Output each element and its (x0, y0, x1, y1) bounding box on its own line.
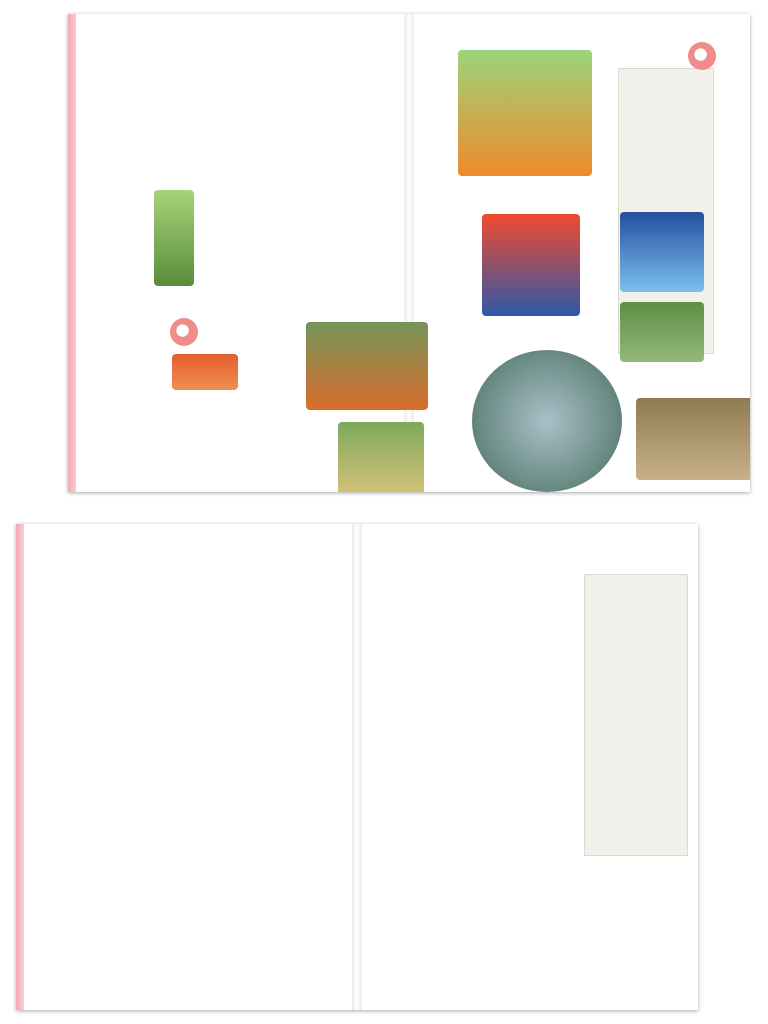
frog-illustration-3 (306, 322, 428, 410)
frog-illustration-1 (458, 50, 592, 176)
top-gutter (404, 14, 414, 492)
mascot-icon (688, 42, 716, 70)
mascot-icon (170, 318, 198, 346)
top-left-edge (68, 14, 76, 492)
bottom-left-edge (16, 524, 24, 1010)
frog-illustration-2 (482, 214, 580, 316)
circular-photo (472, 350, 622, 492)
frog-illustration-4 (338, 422, 424, 492)
photo-frame-1 (620, 212, 704, 292)
bottom-right-panel (584, 574, 688, 856)
leaf-illustration (154, 190, 194, 286)
bottom-gutter (352, 524, 362, 1010)
bottom-page-spread (16, 524, 698, 1010)
frog-illustration-5 (636, 398, 750, 480)
top-page-spread (68, 14, 750, 492)
photo-frame-2 (620, 302, 704, 362)
inset-photo (172, 354, 238, 390)
